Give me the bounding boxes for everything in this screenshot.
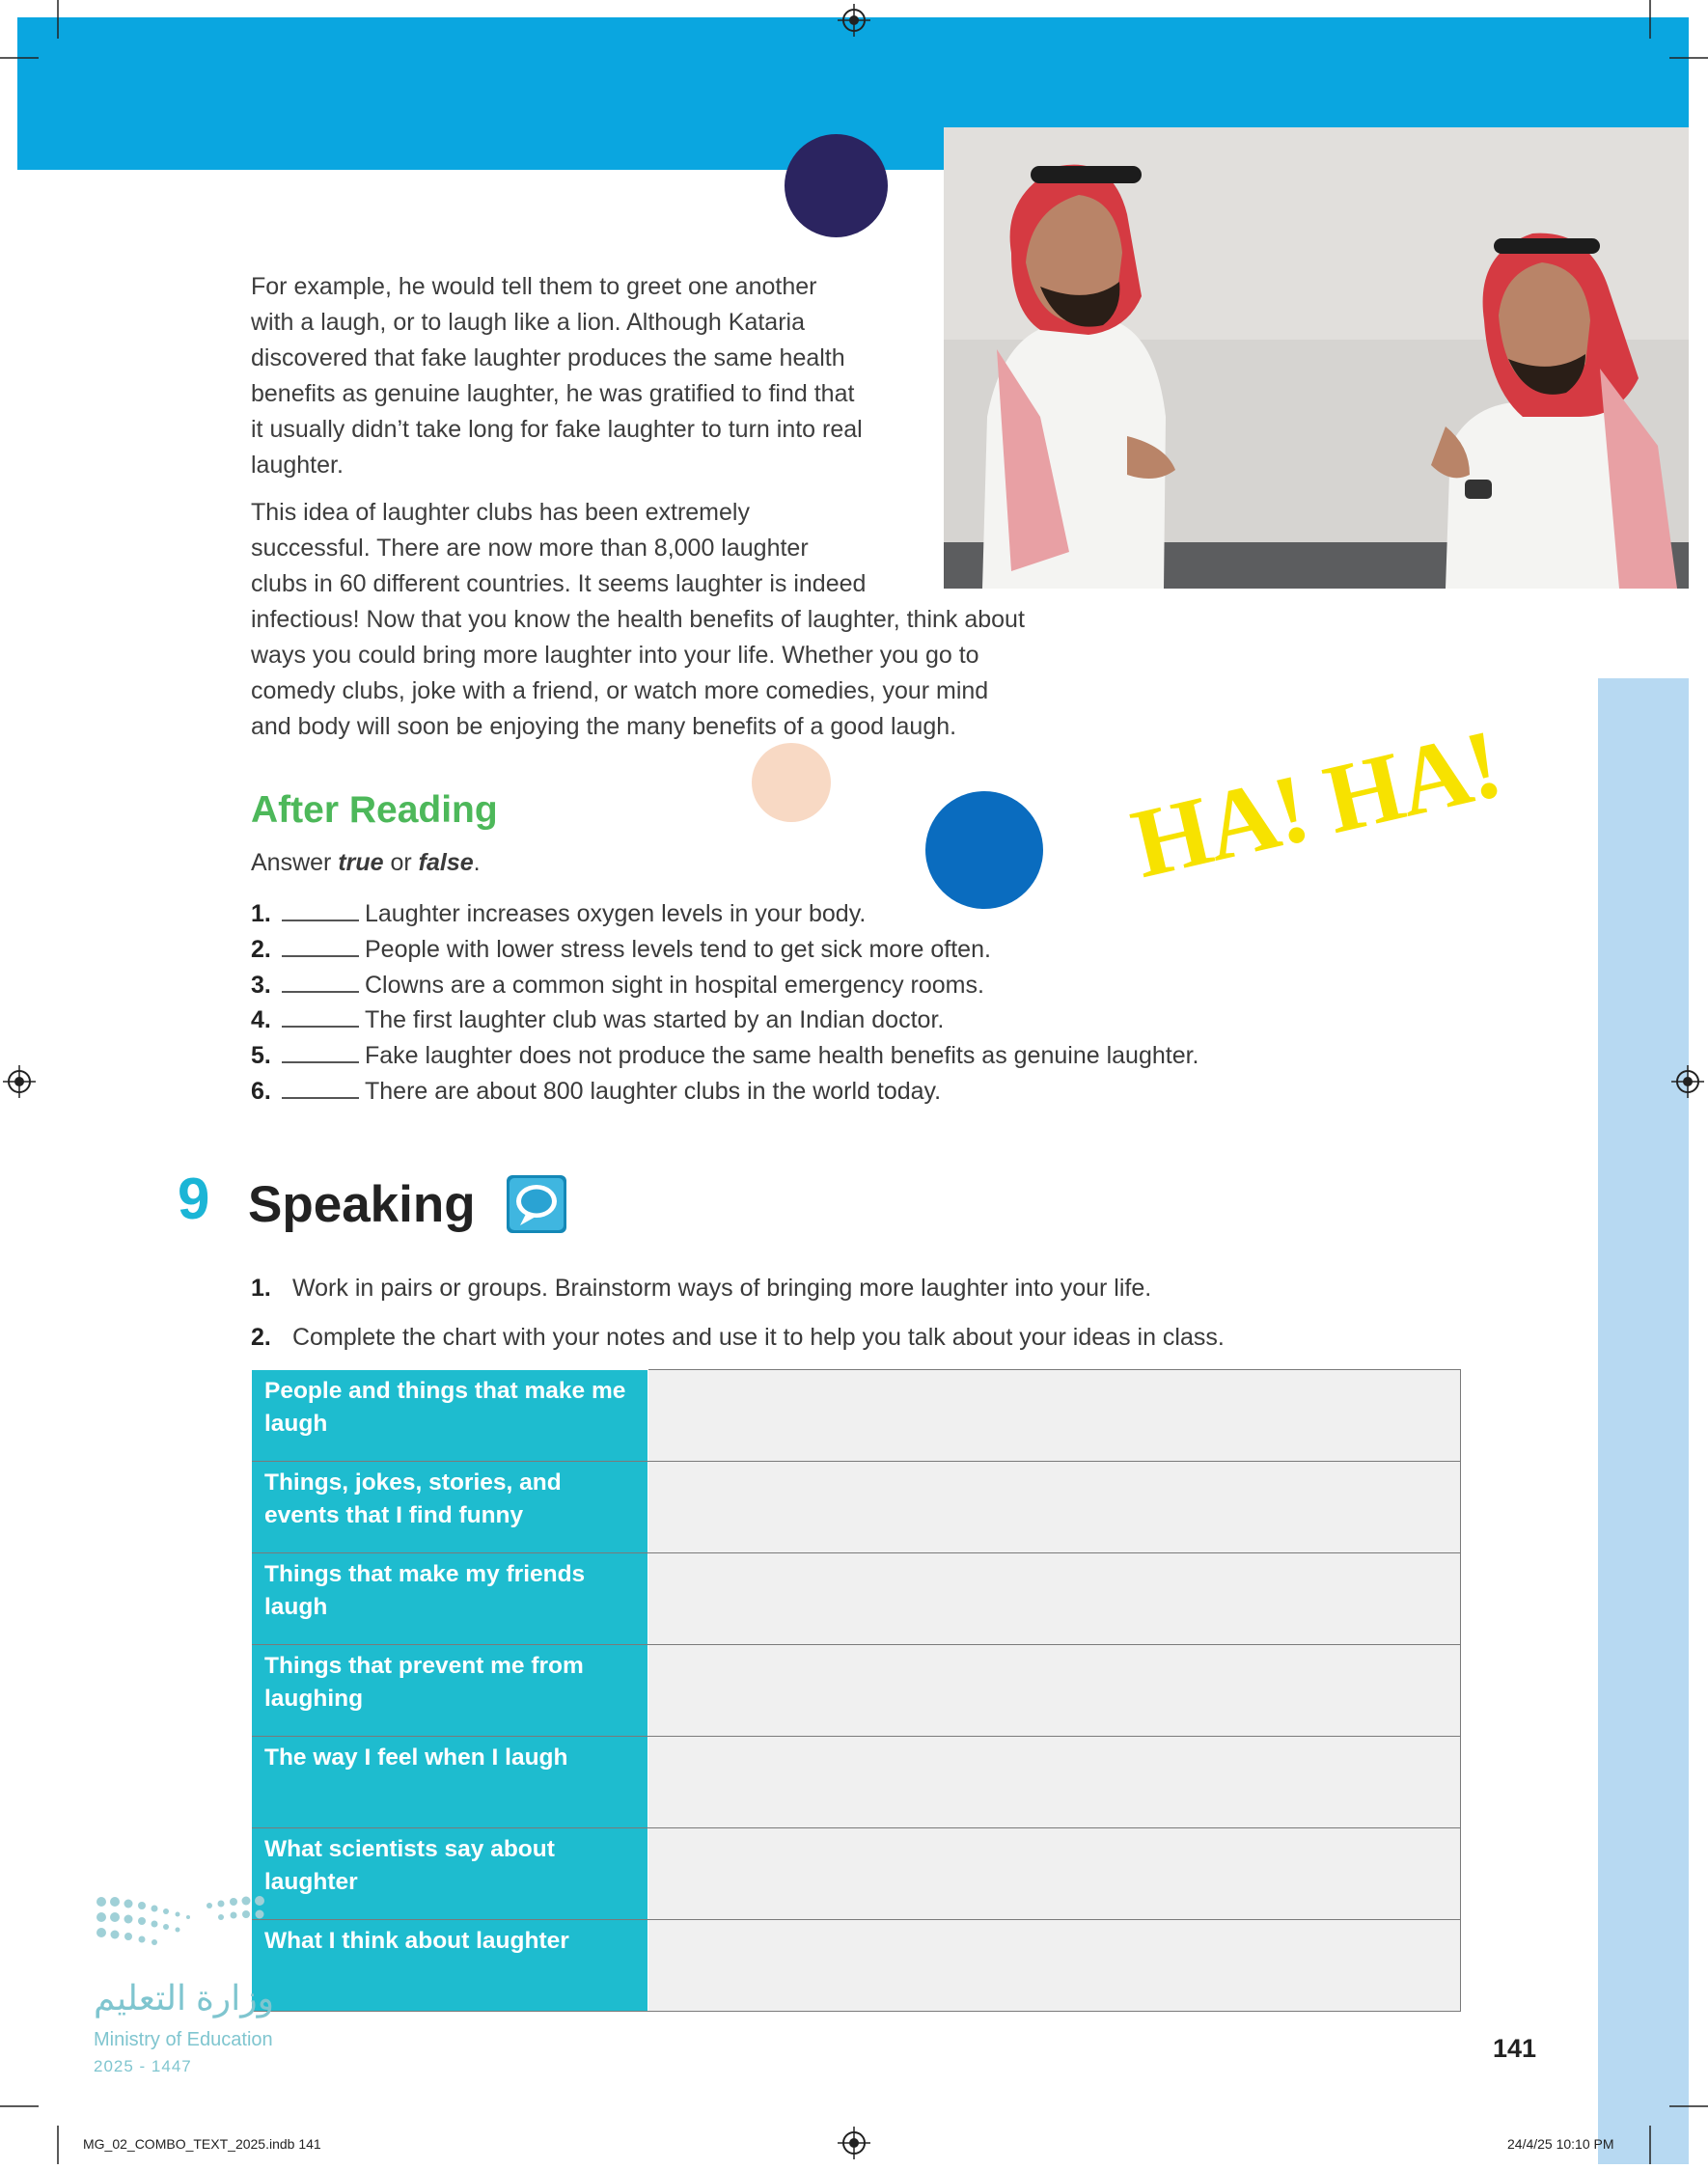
blue-circle: [925, 791, 1043, 909]
speaking-tasks: [251, 1272, 1225, 1370]
answer-blank[interactable]: [282, 900, 359, 921]
navy-circle: [785, 134, 888, 237]
chart-row-label: What scientists say about laughter: [253, 1828, 648, 1920]
chart-row-label: People and things that make me laugh: [253, 1370, 648, 1462]
after-reading-heading: After Reading: [251, 789, 498, 831]
question-item: 4. The first laughter club was started by an Indian doctor.: [251, 1006, 945, 1034]
registration-mark-icon: [1671, 1065, 1704, 1098]
footer-file-name: MG_02_COMBO_TEXT_2025.indb 141: [83, 2136, 321, 2152]
reading-paragraph-2: This idea of laughter clubs has been extremely successful. There are now more than 8,000 laughter clubs in 60 different countries. It seems laughter is indeed infectious! Now that you know the health benefits of laughter, think about ways you could bring more laughter into your life. Whether you go to comedy clubs, joke with a friend, or watch more comedies, your mind and body will soon be enjoying the many benefits of a good laugh.: [251, 499, 1025, 740]
task-item: 2. Complete the chart with your notes and use it to help you talk about your ideas in class.: [251, 1324, 1225, 1351]
table-row: [253, 1737, 1461, 1828]
answer-blank[interactable]: [282, 1006, 359, 1028]
chart-answer-cell[interactable]: [648, 1370, 1461, 1462]
footer-date: 24/4/25 10:10 PM: [1507, 2136, 1614, 2152]
after-reading-instruction: Answer true or false.: [251, 849, 481, 876]
ministry-year: 2025 - 1447: [94, 2057, 192, 2075]
reading-passage: [251, 269, 1100, 756]
ministry-name-english: Ministry of Education: [94, 2029, 273, 2050]
notes-chart: [252, 1369, 1461, 2012]
side-band: [1598, 678, 1689, 2164]
answer-blank[interactable]: [282, 972, 359, 993]
section-title: Speaking: [248, 1176, 476, 1233]
section-number: 9: [178, 1167, 210, 1231]
chart-row-label: Things that make my friends laugh: [253, 1553, 648, 1645]
registration-mark-icon: [3, 1065, 36, 1098]
task-item: 1. Work in pairs or groups. Brainstorm ways of bringing more laughter into your life.: [251, 1275, 1152, 1302]
chart-row-label: Things that prevent me from laughing: [253, 1645, 648, 1737]
registration-mark-icon: [838, 2127, 870, 2159]
chart-answer-cell[interactable]: [648, 1737, 1461, 1828]
ministry-name-arabic: وزارة التعليم: [94, 1978, 274, 2018]
question-item: 1. Laughter increases oxygen levels in your body.: [251, 900, 867, 927]
answer-blank[interactable]: [282, 1078, 359, 1099]
table-row: [253, 1553, 1461, 1645]
ministry-dots-logo: [94, 1896, 306, 1968]
true-false-questions: [251, 896, 1199, 1110]
chart-row-label: Things, jokes, stories, and events that I find funny: [253, 1462, 648, 1553]
table-row: [253, 1920, 1461, 2012]
question-item: 5. Fake laughter does not produce the same health benefits as genuine laughter.: [251, 1042, 1199, 1070]
chart-answer-cell[interactable]: [648, 1553, 1461, 1645]
reading-paragraph-1: For example, he would tell them to greet one another with a laugh, or to laugh like a lion. Although Kataria discovered that fake laughter produces the same health benefits as genuine laughter, he was gratified to find that it usually didn’t take long for fake laughter to turn into real laughter.: [251, 273, 863, 479]
table-row: [253, 1645, 1461, 1737]
haha-graphic: HA! HA!: [1122, 709, 1510, 900]
chart-answer-cell[interactable]: [648, 1645, 1461, 1737]
question-item: 3. Clowns are a common sight in hospital emergency rooms.: [251, 971, 984, 999]
speech-bubble-icon: [507, 1175, 566, 1233]
question-item: 6. There are about 800 laughter clubs in the world today.: [251, 1077, 942, 1105]
table-row: [253, 1370, 1461, 1462]
answer-blank[interactable]: [282, 1042, 359, 1063]
answer-blank[interactable]: [282, 936, 359, 957]
chart-answer-cell[interactable]: [648, 1828, 1461, 1920]
chart-answer-cell[interactable]: [648, 1462, 1461, 1553]
chart-answer-cell[interactable]: [648, 1920, 1461, 2012]
chart-row-label: The way I feel when I laugh: [253, 1737, 648, 1828]
table-row: [253, 1462, 1461, 1553]
registration-mark-icon: [838, 4, 870, 37]
question-item: 2. People with lower stress levels tend to get sick more often.: [251, 935, 991, 963]
table-row: [253, 1828, 1461, 1920]
page-number: 141: [1493, 2034, 1537, 2063]
chart-row-label: What I think about laughter: [253, 1920, 648, 2012]
